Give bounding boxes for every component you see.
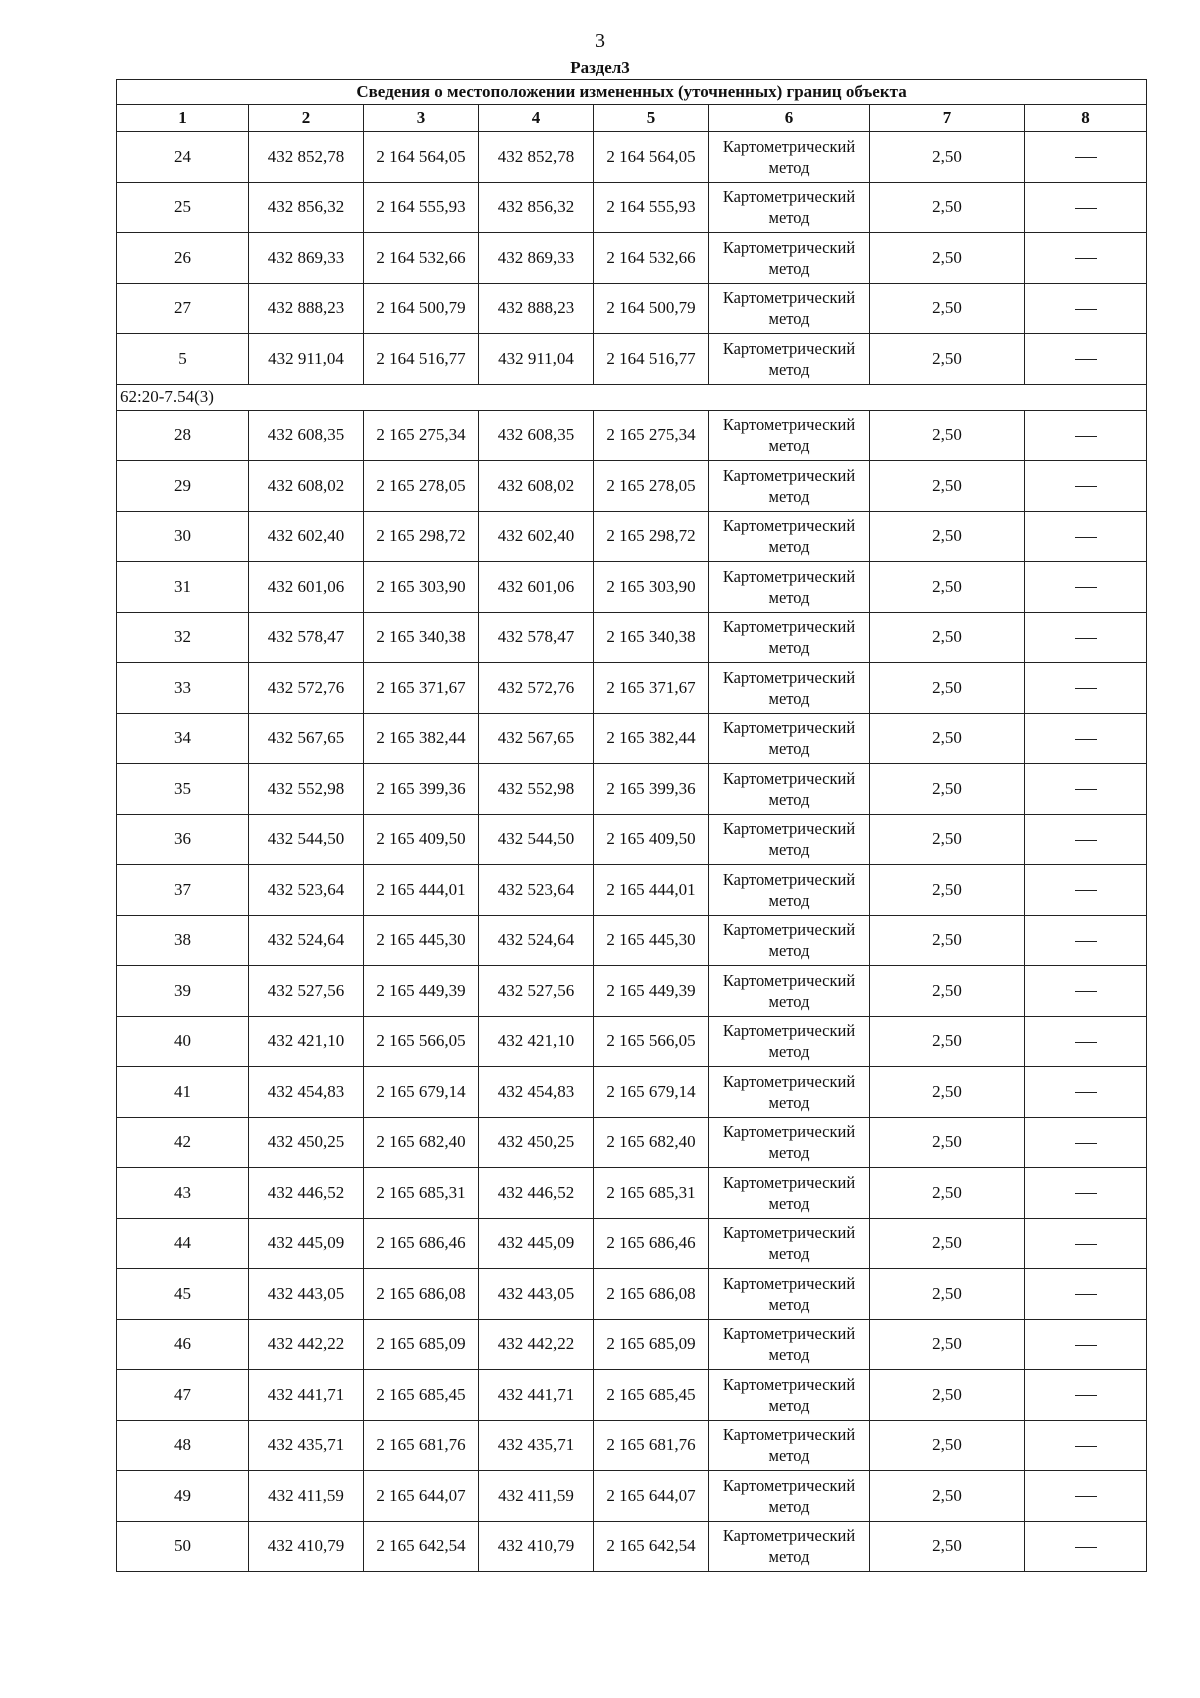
x-new-cell: 432 552,98 bbox=[479, 764, 594, 815]
method-cell: Картометрический метод bbox=[709, 1471, 870, 1522]
y-new-cell: 2 165 444,01 bbox=[594, 865, 709, 916]
dash-mark bbox=[1075, 1294, 1097, 1295]
x-existing-cell: 432 442,22 bbox=[249, 1319, 364, 1370]
x-existing-cell: 432 450,25 bbox=[249, 1117, 364, 1168]
y-new-cell: 2 165 371,67 bbox=[594, 663, 709, 714]
x-new-cell: 432 856,32 bbox=[479, 182, 594, 233]
x-new-cell: 432 869,33 bbox=[479, 233, 594, 284]
table-caption-row bbox=[117, 80, 1147, 105]
accuracy-cell: 2,50 bbox=[870, 1117, 1025, 1168]
x-existing-cell: 432 523,64 bbox=[249, 865, 364, 916]
table-row bbox=[117, 283, 1147, 334]
y-existing-cell: 2 165 566,05 bbox=[364, 1016, 479, 1067]
method-cell: Картометрический метод bbox=[709, 612, 870, 663]
method-cell: Картометрический метод bbox=[709, 334, 870, 385]
y-existing-cell: 2 165 382,44 bbox=[364, 713, 479, 764]
y-new-cell: 2 165 686,08 bbox=[594, 1269, 709, 1320]
table-row bbox=[117, 1168, 1147, 1219]
x-existing-cell: 432 410,79 bbox=[249, 1521, 364, 1572]
y-new-cell: 2 165 685,09 bbox=[594, 1319, 709, 1370]
accuracy-cell: 2,50 bbox=[870, 814, 1025, 865]
point-number-cell: 43 bbox=[117, 1168, 249, 1219]
accuracy-cell: 2,50 bbox=[870, 233, 1025, 284]
accuracy-cell: 2,50 bbox=[870, 1269, 1025, 1320]
accuracy-cell: 2,50 bbox=[870, 612, 1025, 663]
x-existing-cell: 432 441,71 bbox=[249, 1370, 364, 1421]
y-new-cell: 2 165 382,44 bbox=[594, 713, 709, 764]
y-new-cell: 2 165 682,40 bbox=[594, 1117, 709, 1168]
y-existing-cell: 2 165 644,07 bbox=[364, 1471, 479, 1522]
method-cell: Картометрический метод bbox=[709, 1218, 870, 1269]
x-existing-cell: 432 527,56 bbox=[249, 966, 364, 1017]
dash-mark bbox=[1075, 1496, 1097, 1497]
dash-mark bbox=[1075, 789, 1097, 790]
point-number-cell: 50 bbox=[117, 1521, 249, 1572]
note-cell bbox=[1025, 182, 1147, 233]
accuracy-cell: 2,50 bbox=[870, 1319, 1025, 1370]
accuracy-cell: 2,50 bbox=[870, 182, 1025, 233]
note-cell bbox=[1025, 461, 1147, 512]
y-existing-cell: 2 165 399,36 bbox=[364, 764, 479, 815]
point-number-cell: 46 bbox=[117, 1319, 249, 1370]
column-header: 5 bbox=[594, 105, 709, 132]
table-row bbox=[117, 814, 1147, 865]
x-existing-cell: 432 411,59 bbox=[249, 1471, 364, 1522]
x-existing-cell: 432 445,09 bbox=[249, 1218, 364, 1269]
x-new-cell: 432 523,64 bbox=[479, 865, 594, 916]
table-row bbox=[117, 764, 1147, 815]
x-new-cell: 432 445,09 bbox=[479, 1218, 594, 1269]
x-new-cell: 432 524,64 bbox=[479, 915, 594, 966]
dash-mark bbox=[1075, 309, 1097, 310]
dash-mark bbox=[1075, 1345, 1097, 1346]
x-existing-cell: 432 567,65 bbox=[249, 713, 364, 764]
dash-mark bbox=[1075, 991, 1097, 992]
point-number-cell: 40 bbox=[117, 1016, 249, 1067]
x-existing-cell: 432 608,35 bbox=[249, 410, 364, 461]
accuracy-cell: 2,50 bbox=[870, 132, 1025, 183]
y-new-cell: 2 165 681,76 bbox=[594, 1420, 709, 1471]
point-number-cell: 42 bbox=[117, 1117, 249, 1168]
x-existing-cell: 432 524,64 bbox=[249, 915, 364, 966]
dash-mark bbox=[1075, 1042, 1097, 1043]
method-cell: Картометрический метод bbox=[709, 562, 870, 613]
accuracy-cell: 2,50 bbox=[870, 865, 1025, 916]
y-existing-cell: 2 165 685,31 bbox=[364, 1168, 479, 1219]
x-existing-cell: 432 572,76 bbox=[249, 663, 364, 714]
point-number-cell: 31 bbox=[117, 562, 249, 613]
point-number-cell: 27 bbox=[117, 283, 249, 334]
accuracy-cell: 2,50 bbox=[870, 1067, 1025, 1118]
note-cell bbox=[1025, 1471, 1147, 1522]
x-new-cell: 432 441,71 bbox=[479, 1370, 594, 1421]
x-existing-cell: 432 443,05 bbox=[249, 1269, 364, 1320]
accuracy-cell: 2,50 bbox=[870, 511, 1025, 562]
point-number-cell: 47 bbox=[117, 1370, 249, 1421]
point-number-cell: 28 bbox=[117, 410, 249, 461]
y-new-cell: 2 165 278,05 bbox=[594, 461, 709, 512]
note-cell bbox=[1025, 1521, 1147, 1572]
dash-mark bbox=[1075, 739, 1097, 740]
x-new-cell: 432 446,52 bbox=[479, 1168, 594, 1219]
point-number-cell: 5 bbox=[117, 334, 249, 385]
note-cell bbox=[1025, 1067, 1147, 1118]
table-row bbox=[117, 334, 1147, 385]
dash-mark bbox=[1075, 840, 1097, 841]
x-existing-cell: 432 602,40 bbox=[249, 511, 364, 562]
point-number-cell: 36 bbox=[117, 814, 249, 865]
table-row bbox=[117, 966, 1147, 1017]
point-number-cell: 38 bbox=[117, 915, 249, 966]
method-cell: Картометрический метод bbox=[709, 1016, 870, 1067]
x-new-cell: 432 572,76 bbox=[479, 663, 594, 714]
note-cell bbox=[1025, 1370, 1147, 1421]
note-cell bbox=[1025, 966, 1147, 1017]
accuracy-cell: 2,50 bbox=[870, 1521, 1025, 1572]
y-existing-cell: 2 165 278,05 bbox=[364, 461, 479, 512]
x-existing-cell: 432 852,78 bbox=[249, 132, 364, 183]
x-existing-cell: 432 552,98 bbox=[249, 764, 364, 815]
method-cell: Картометрический метод bbox=[709, 764, 870, 815]
note-cell bbox=[1025, 233, 1147, 284]
table-body bbox=[117, 132, 1147, 1572]
y-existing-cell: 2 165 303,90 bbox=[364, 562, 479, 613]
y-existing-cell: 2 165 298,72 bbox=[364, 511, 479, 562]
table-row bbox=[117, 182, 1147, 233]
y-new-cell: 2 165 303,90 bbox=[594, 562, 709, 613]
note-cell bbox=[1025, 1117, 1147, 1168]
method-cell: Картометрический метод bbox=[709, 814, 870, 865]
method-cell: Картометрический метод bbox=[709, 713, 870, 764]
note-cell bbox=[1025, 814, 1147, 865]
dash-mark bbox=[1075, 359, 1097, 360]
dash-mark bbox=[1075, 157, 1097, 158]
note-cell bbox=[1025, 612, 1147, 663]
accuracy-cell: 2,50 bbox=[870, 562, 1025, 613]
method-cell: Картометрический метод bbox=[709, 461, 870, 512]
table-row bbox=[117, 1420, 1147, 1471]
y-new-cell: 2 165 686,46 bbox=[594, 1218, 709, 1269]
x-new-cell: 432 601,06 bbox=[479, 562, 594, 613]
x-existing-cell: 432 435,71 bbox=[249, 1420, 364, 1471]
y-existing-cell: 2 165 682,40 bbox=[364, 1117, 479, 1168]
method-cell: Картометрический метод bbox=[709, 1521, 870, 1572]
point-number-cell: 45 bbox=[117, 1269, 249, 1320]
note-cell bbox=[1025, 1016, 1147, 1067]
point-number-cell: 37 bbox=[117, 865, 249, 916]
dash-mark bbox=[1075, 208, 1097, 209]
y-existing-cell: 2 165 275,34 bbox=[364, 410, 479, 461]
dash-mark bbox=[1075, 1446, 1097, 1447]
x-existing-cell: 432 578,47 bbox=[249, 612, 364, 663]
accuracy-cell: 2,50 bbox=[870, 1168, 1025, 1219]
note-cell bbox=[1025, 511, 1147, 562]
dash-mark bbox=[1075, 258, 1097, 259]
x-new-cell: 432 544,50 bbox=[479, 814, 594, 865]
point-number-cell: 30 bbox=[117, 511, 249, 562]
note-cell bbox=[1025, 713, 1147, 764]
note-cell bbox=[1025, 1269, 1147, 1320]
y-new-cell: 2 165 685,45 bbox=[594, 1370, 709, 1421]
column-header: 7 bbox=[870, 105, 1025, 132]
method-cell: Картометрический метод bbox=[709, 511, 870, 562]
table-caption: Сведения о местоположении измененных (уточненных) границ объекта bbox=[117, 80, 1147, 105]
y-existing-cell: 2 165 685,09 bbox=[364, 1319, 479, 1370]
x-new-cell: 432 411,59 bbox=[479, 1471, 594, 1522]
note-cell bbox=[1025, 865, 1147, 916]
table-row bbox=[117, 713, 1147, 764]
point-number-cell: 24 bbox=[117, 132, 249, 183]
note-cell bbox=[1025, 334, 1147, 385]
y-existing-cell: 2 165 681,76 bbox=[364, 1420, 479, 1471]
accuracy-cell: 2,50 bbox=[870, 283, 1025, 334]
method-cell: Картометрический метод bbox=[709, 1269, 870, 1320]
table-row bbox=[117, 1471, 1147, 1522]
y-existing-cell: 2 165 371,67 bbox=[364, 663, 479, 714]
x-new-cell: 432 454,83 bbox=[479, 1067, 594, 1118]
table-row bbox=[117, 511, 1147, 562]
method-cell: Картометрический метод bbox=[709, 1420, 870, 1471]
y-new-cell: 2 165 685,31 bbox=[594, 1168, 709, 1219]
note-cell bbox=[1025, 132, 1147, 183]
point-number-cell: 33 bbox=[117, 663, 249, 714]
y-new-cell: 2 165 298,72 bbox=[594, 511, 709, 562]
table-row bbox=[117, 1269, 1147, 1320]
y-new-cell: 2 165 445,30 bbox=[594, 915, 709, 966]
y-existing-cell: 2 165 409,50 bbox=[364, 814, 479, 865]
table-row bbox=[117, 1016, 1147, 1067]
note-cell bbox=[1025, 1319, 1147, 1370]
dash-mark bbox=[1075, 638, 1097, 639]
method-cell: Картометрический метод bbox=[709, 1370, 870, 1421]
dash-mark bbox=[1075, 1143, 1097, 1144]
y-new-cell: 2 165 642,54 bbox=[594, 1521, 709, 1572]
column-header: 2 bbox=[249, 105, 364, 132]
column-header: 1 bbox=[117, 105, 249, 132]
x-new-cell: 432 608,02 bbox=[479, 461, 594, 512]
note-cell bbox=[1025, 283, 1147, 334]
y-new-cell: 2 164 500,79 bbox=[594, 283, 709, 334]
y-existing-cell: 2 165 449,39 bbox=[364, 966, 479, 1017]
x-existing-cell: 432 856,32 bbox=[249, 182, 364, 233]
dash-mark bbox=[1075, 1547, 1097, 1548]
x-new-cell: 432 602,40 bbox=[479, 511, 594, 562]
table-row bbox=[117, 663, 1147, 714]
x-new-cell: 432 578,47 bbox=[479, 612, 594, 663]
point-number-cell: 34 bbox=[117, 713, 249, 764]
table-row bbox=[117, 233, 1147, 284]
point-number-cell: 26 bbox=[117, 233, 249, 284]
x-new-cell: 432 911,04 bbox=[479, 334, 594, 385]
note-cell bbox=[1025, 562, 1147, 613]
page-number: 3 bbox=[595, 30, 605, 52]
column-header: 8 bbox=[1025, 105, 1147, 132]
y-existing-cell: 2 165 340,38 bbox=[364, 612, 479, 663]
point-number-cell: 29 bbox=[117, 461, 249, 512]
y-existing-cell: 2 164 532,66 bbox=[364, 233, 479, 284]
dash-mark bbox=[1075, 537, 1097, 538]
table-row bbox=[117, 1521, 1147, 1572]
table-row bbox=[117, 1067, 1147, 1118]
accuracy-cell: 2,50 bbox=[870, 915, 1025, 966]
x-new-cell: 432 608,35 bbox=[479, 410, 594, 461]
method-cell: Картометрический метод bbox=[709, 1117, 870, 1168]
dash-mark bbox=[1075, 1193, 1097, 1194]
y-existing-cell: 2 164 564,05 bbox=[364, 132, 479, 183]
accuracy-cell: 2,50 bbox=[870, 663, 1025, 714]
method-cell: Картометрический метод bbox=[709, 182, 870, 233]
accuracy-cell: 2,50 bbox=[870, 764, 1025, 815]
accuracy-cell: 2,50 bbox=[870, 1218, 1025, 1269]
accuracy-cell: 2,50 bbox=[870, 461, 1025, 512]
x-new-cell: 432 450,25 bbox=[479, 1117, 594, 1168]
group-label: 62:20-7.54(3) bbox=[117, 384, 1147, 410]
dash-mark bbox=[1075, 890, 1097, 891]
table-row bbox=[117, 1370, 1147, 1421]
y-existing-cell: 2 164 555,93 bbox=[364, 182, 479, 233]
x-new-cell: 432 852,78 bbox=[479, 132, 594, 183]
table-group-row bbox=[117, 384, 1147, 410]
table-row bbox=[117, 410, 1147, 461]
method-cell: Картометрический метод bbox=[709, 1319, 870, 1370]
point-number-cell: 32 bbox=[117, 612, 249, 663]
accuracy-cell: 2,50 bbox=[870, 1471, 1025, 1522]
method-cell: Картометрический метод bbox=[709, 663, 870, 714]
y-new-cell: 2 165 409,50 bbox=[594, 814, 709, 865]
x-new-cell: 432 443,05 bbox=[479, 1269, 594, 1320]
method-cell: Картометрический метод bbox=[709, 915, 870, 966]
accuracy-cell: 2,50 bbox=[870, 1016, 1025, 1067]
point-number-cell: 49 bbox=[117, 1471, 249, 1522]
x-existing-cell: 432 601,06 bbox=[249, 562, 364, 613]
note-cell bbox=[1025, 1218, 1147, 1269]
y-existing-cell: 2 165 444,01 bbox=[364, 865, 479, 916]
point-number-cell: 48 bbox=[117, 1420, 249, 1471]
x-new-cell: 432 410,79 bbox=[479, 1521, 594, 1572]
y-existing-cell: 2 165 642,54 bbox=[364, 1521, 479, 1572]
note-cell bbox=[1025, 1168, 1147, 1219]
note-cell bbox=[1025, 663, 1147, 714]
dash-mark bbox=[1075, 1395, 1097, 1396]
method-cell: Картометрический метод bbox=[709, 410, 870, 461]
x-new-cell: 432 527,56 bbox=[479, 966, 594, 1017]
y-new-cell: 2 165 679,14 bbox=[594, 1067, 709, 1118]
y-existing-cell: 2 165 445,30 bbox=[364, 915, 479, 966]
note-cell bbox=[1025, 764, 1147, 815]
x-existing-cell: 432 869,33 bbox=[249, 233, 364, 284]
table-header-row bbox=[117, 105, 1147, 132]
note-cell bbox=[1025, 410, 1147, 461]
table-row bbox=[117, 461, 1147, 512]
y-existing-cell: 2 165 686,08 bbox=[364, 1269, 479, 1320]
column-header: 3 bbox=[364, 105, 479, 132]
table-row bbox=[117, 1218, 1147, 1269]
x-existing-cell: 432 888,23 bbox=[249, 283, 364, 334]
dash-mark bbox=[1075, 1244, 1097, 1245]
note-cell bbox=[1025, 1420, 1147, 1471]
y-existing-cell: 2 165 685,45 bbox=[364, 1370, 479, 1421]
y-new-cell: 2 165 399,36 bbox=[594, 764, 709, 815]
point-number-cell: 44 bbox=[117, 1218, 249, 1269]
point-number-cell: 39 bbox=[117, 966, 249, 1017]
dash-mark bbox=[1075, 486, 1097, 487]
method-cell: Картометрический метод bbox=[709, 132, 870, 183]
table-row bbox=[117, 1319, 1147, 1370]
method-cell: Картометрический метод bbox=[709, 1067, 870, 1118]
table-row bbox=[117, 915, 1147, 966]
dash-mark bbox=[1075, 1092, 1097, 1093]
note-cell bbox=[1025, 915, 1147, 966]
accuracy-cell: 2,50 bbox=[870, 1370, 1025, 1421]
dash-mark bbox=[1075, 941, 1097, 942]
x-existing-cell: 432 454,83 bbox=[249, 1067, 364, 1118]
x-existing-cell: 432 544,50 bbox=[249, 814, 364, 865]
y-new-cell: 2 164 555,93 bbox=[594, 182, 709, 233]
table-row bbox=[117, 1117, 1147, 1168]
x-existing-cell: 432 421,10 bbox=[249, 1016, 364, 1067]
accuracy-cell: 2,50 bbox=[870, 713, 1025, 764]
method-cell: Картометрический метод bbox=[709, 283, 870, 334]
x-new-cell: 432 888,23 bbox=[479, 283, 594, 334]
method-cell: Картометрический метод bbox=[709, 233, 870, 284]
y-existing-cell: 2 164 500,79 bbox=[364, 283, 479, 334]
x-existing-cell: 432 446,52 bbox=[249, 1168, 364, 1219]
method-cell: Картометрический метод bbox=[709, 865, 870, 916]
point-number-cell: 35 bbox=[117, 764, 249, 815]
y-new-cell: 2 165 340,38 bbox=[594, 612, 709, 663]
y-existing-cell: 2 165 686,46 bbox=[364, 1218, 479, 1269]
boundary-coordinates-table bbox=[116, 79, 1147, 1572]
y-new-cell: 2 164 564,05 bbox=[594, 132, 709, 183]
x-new-cell: 432 421,10 bbox=[479, 1016, 594, 1067]
dash-mark bbox=[1075, 436, 1097, 437]
point-number-cell: 25 bbox=[117, 182, 249, 233]
x-new-cell: 432 442,22 bbox=[479, 1319, 594, 1370]
x-new-cell: 432 567,65 bbox=[479, 713, 594, 764]
dash-mark bbox=[1075, 688, 1097, 689]
section-title: Раздел3 bbox=[570, 58, 630, 77]
y-existing-cell: 2 164 516,77 bbox=[364, 334, 479, 385]
y-new-cell: 2 165 449,39 bbox=[594, 966, 709, 1017]
y-new-cell: 2 164 516,77 bbox=[594, 334, 709, 385]
table-row bbox=[117, 865, 1147, 916]
accuracy-cell: 2,50 bbox=[870, 966, 1025, 1017]
method-cell: Картометрический метод bbox=[709, 1168, 870, 1219]
x-existing-cell: 432 911,04 bbox=[249, 334, 364, 385]
y-existing-cell: 2 165 679,14 bbox=[364, 1067, 479, 1118]
y-new-cell: 2 165 644,07 bbox=[594, 1471, 709, 1522]
accuracy-cell: 2,50 bbox=[870, 1420, 1025, 1471]
point-number-cell: 41 bbox=[117, 1067, 249, 1118]
method-cell: Картометрический метод bbox=[709, 966, 870, 1017]
column-header: 4 bbox=[479, 105, 594, 132]
table-row bbox=[117, 612, 1147, 663]
accuracy-cell: 2,50 bbox=[870, 410, 1025, 461]
y-new-cell: 2 164 532,66 bbox=[594, 233, 709, 284]
x-new-cell: 432 435,71 bbox=[479, 1420, 594, 1471]
table-row bbox=[117, 132, 1147, 183]
y-new-cell: 2 165 566,05 bbox=[594, 1016, 709, 1067]
column-header: 6 bbox=[709, 105, 870, 132]
accuracy-cell: 2,50 bbox=[870, 334, 1025, 385]
x-existing-cell: 432 608,02 bbox=[249, 461, 364, 512]
y-new-cell: 2 165 275,34 bbox=[594, 410, 709, 461]
table-row bbox=[117, 562, 1147, 613]
dash-mark bbox=[1075, 587, 1097, 588]
